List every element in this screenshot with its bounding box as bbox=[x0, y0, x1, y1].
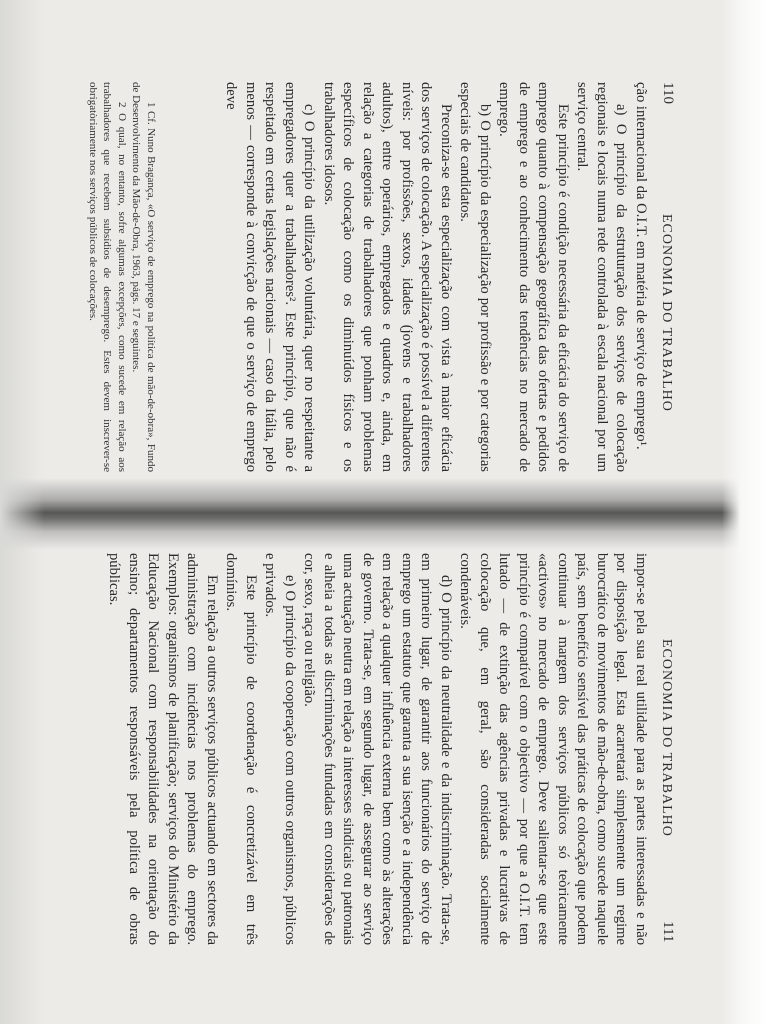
page-bottom-edge bbox=[0, 0, 44, 1024]
left-paragraph: Este princípio é condição necessária da eficácia do serviço de emprego quanto à compensação geográfica das ofertas e pedidos de emprego e ao conhecimento das tendências no mercado de emprego. bbox=[496, 82, 571, 472]
left-body-text bbox=[221, 82, 650, 472]
right-paragraph: d) O princípio da neutralidade e da indiscriminação. Trata-se, em primeiro lugar, de garantir aos funcionários do serviço de emprego um estatuto que garanta a sua isenção e a independência em relação a qualquer influência externa bem como às alterações de governo. Trata-se, em segundo lugar, de assegurar ao serviço uma actuação neutra em relação a interesses sindicais ou patronais e alheia a todas as discriminações fundadas em considerações de cor, sexo, raça ou religião. bbox=[301, 553, 454, 945]
left-page-number: 110 bbox=[660, 82, 676, 104]
right-paragraph: Este princípio de coordenação é concretizável em três domínios. bbox=[223, 553, 259, 945]
left-paragraph: ção internacional da O.I.T. em matéria de serviço de emprego¹. bbox=[633, 82, 649, 450]
footnote: 1 Cf. Nuno Bragança, «O serviço de emprego na política de mão-de-obra», Fundo de Desenvolvimento da Mão-de-Obra, 1963, págs. 17 e seguintes. bbox=[130, 82, 157, 472]
right-page bbox=[0, 519, 768, 1024]
page-top-edge bbox=[722, 0, 768, 1024]
left-running-head: ECONOMIA DO TRABALHO bbox=[659, 214, 674, 412]
right-running-head: ECONOMIA DO TRABALHO bbox=[659, 639, 674, 837]
right-paragraph: e) O princípio da cooperação com outros organismos, públicos e privados. bbox=[262, 553, 298, 945]
right-page-number: 111 bbox=[660, 921, 676, 943]
right-body-text bbox=[104, 553, 650, 945]
left-page bbox=[0, 0, 768, 505]
book-gutter-shadow bbox=[0, 478, 768, 550]
right-paragraph: impor-se pela sua real utilidade para as partes interessadas e não por disposição legal. Esta acarretará simplesmente um regime burocrático de movimentos de mão-de-obra, como sucede naquele país, sem benefício sensível das práticas de colocação que podem continuar à margem dos serviços públicos só teòricamente «activos» no mercado de emprego. Deve salientar-se que este princípio é compatível com o objectivo — por que a O.I.T. tem lutado — de extinção das agências privadas e lucrativas de colocação que, em geral, são consideradas socialmente condenáveis. bbox=[457, 553, 649, 945]
left-paragraph: a) O princípio da estruturação dos serviços de colocação regionais e locais numa rede controlada à escala nacional por um serviço central. bbox=[574, 82, 630, 472]
left-paragraph: b) O princípio da especialização por profissão e por categorias especiais de candidatos. bbox=[457, 82, 493, 472]
right-paragraph: Em relação a outros serviços públicos actuando em sectores da administração com incidências nos problemas do emprego. Exemplos: organismos de planificação; serviços do Ministério da Educação Nacional com responsabilidades na orientação do ensino; departamentos responsáveis pela política de obras públicas. bbox=[106, 553, 220, 945]
left-paragraph: c) O princípio da utilização voluntária, quer no respeitante a empregadores quer a trabalhadores². Este princípio, que não é respeitado em certas legislações nacionais — caso da Itália, pelo menos — corresponde à convicção de que o serviço de emprego deve bbox=[223, 82, 318, 472]
left-footnotes bbox=[86, 82, 159, 472]
footnote: 2 O qual, no entanto, sofre algumas excepções, como sucede em relação aos trabalhadores que recebem subsídios de desemprego. Estes devem inscrever-se obrigatòriamente nos serviços públicos de colocações. bbox=[87, 82, 128, 472]
left-paragraph: Preconiza-se esta especialização com vista à maior eficácia dos serviços de colocação. A especialização é possível a diferentes níveis: por profissões, sexos, idades (jovens e trabalhadores adultos), entre operários, empregados e quadros e, ainda, em relação a categorias de trabalhadores que ponham problemas específicos de colocação como os diminuídos físicos e os trabalhadores idosos. bbox=[321, 82, 454, 472]
